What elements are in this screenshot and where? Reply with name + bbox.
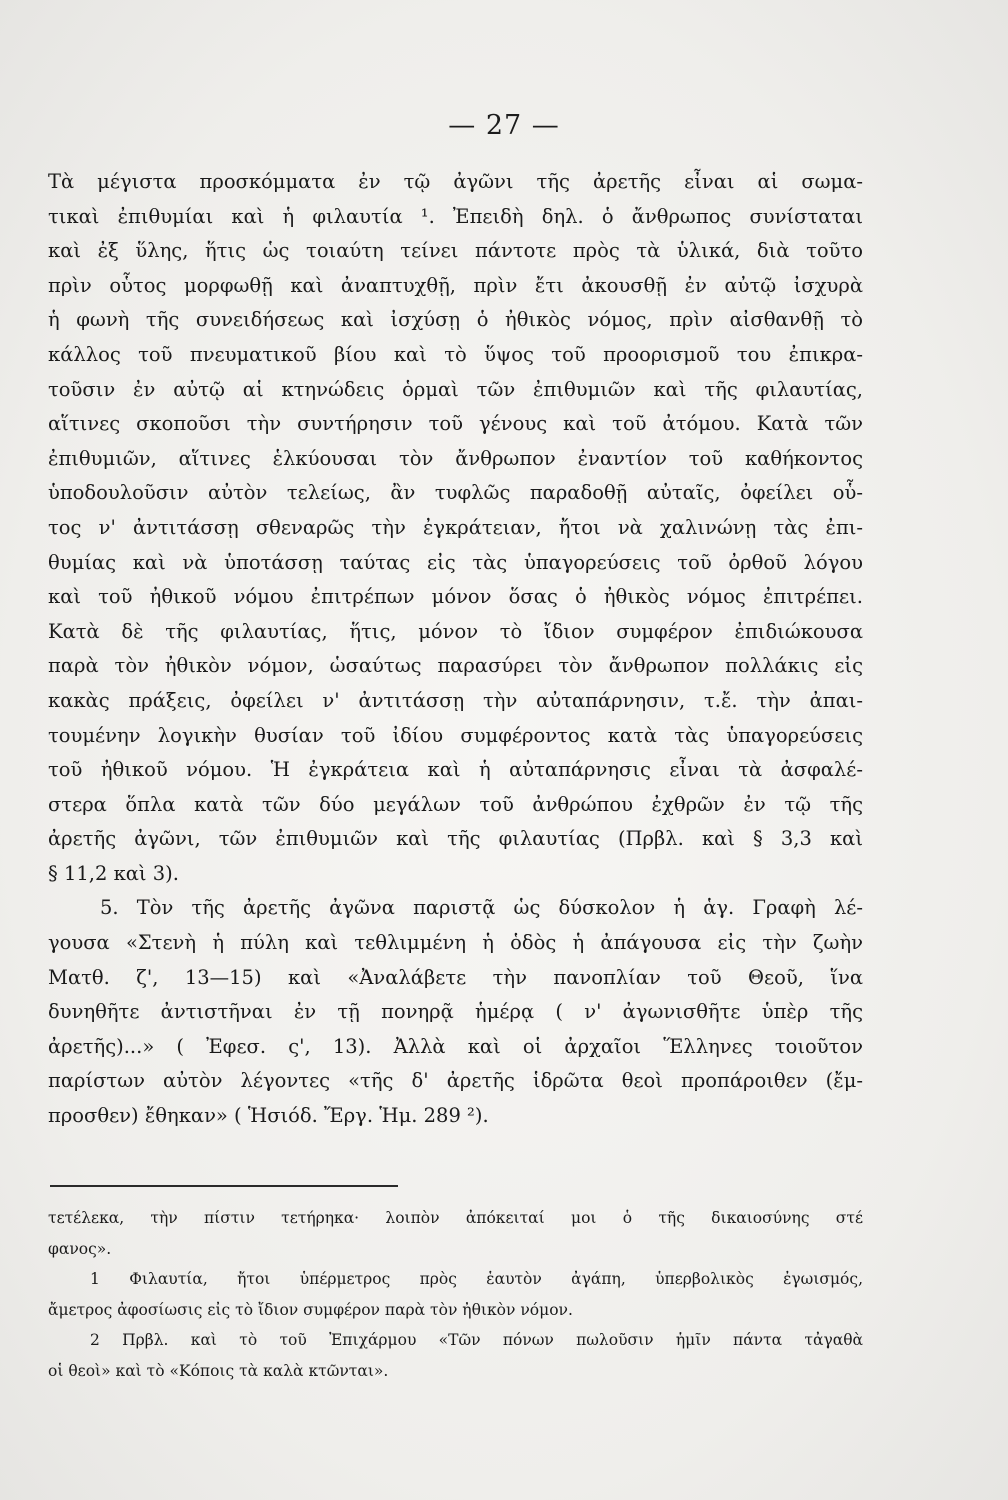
text-line: Τὰ μέγιστα προσκόμματα ἐν τῷ ἀγῶνι τῆς ἀρετῆς εἶναι αἱ σωμα- [48,170,863,193]
footnote-line: 1 Φιλαυτία, ἤτοι ὑπέρμετρος πρὸς ἑαυτὸν ἀγάπη, ὑπερβολικὸς ἐγωισμός, [90,1270,863,1288]
main-text-block [48,165,863,1134]
text-line: πρὶν οὗτος μορφωθῇ καὶ ἀναπτυχθῇ, πρὶν ἔτι ἀκουσθῇ ἐν αὐτῷ ἰσχυρὰ [48,273,863,297]
text-line: ἐπιθυμιῶν, αἵτινες ἑλκύουσαι τὸν ἄνθρωπον ἐναντίον τοῦ καθήκοντος [48,446,863,470]
footnotes-block [48,1203,863,1386]
text-line: καὶ ἐξ ὕλης, ἥτις ὡς τοιαύτη τείνει πάντοτε πρὸς τὰ ὑλικά, διὰ τοῦτο [48,239,863,263]
text-line: τικαὶ ἐπιθυμίαι καὶ ἡ φιλαυτία ¹. Ἐπειδὴ δηλ. ὁ ἄνθρωπος συνίσταται [48,204,863,228]
text-line: τοῦ ἠθικοῦ νόμου. Ἡ ἐγκράτεια καὶ ἡ αὐταπάρνησις εἶναι τὰ ἀσφαλέ- [48,758,863,782]
page-number: — 27 — [448,110,560,141]
text-line: καὶ τοῦ ἠθικοῦ νόμου ἐπιτρέπων μόνον ὅσας ὁ ἠθικὸς νόμος ἐπιτρέπει. [48,585,863,609]
text-line: παρίστων αὐτὸν λέγοντες «τῆς δ' ἀρετῆς ἱδρῶτα θεοὶ προπάροιθεν (ἔμ- [48,1069,863,1093]
text-line: θυμίας καὶ νὰ ὑποτάσσῃ ταύτας εἰς τὰς ὑπαγορεύσεις τοῦ ὀρθοῦ λόγου [48,550,863,574]
text-line: ἀρετῆς ἀγῶνι, τῶν ἐπιθυμιῶν καὶ τῆς φιλαυτίας (Πρβλ. καὶ § 3,3 καὶ [48,827,863,851]
footnote-line: τετέλεκα, τὴν πίστιν τετήρηκα· λοιπὸν ἀπόκειταί μοι ὁ τῆς δικαιοσύνης στέ [48,1209,863,1227]
text-line: ὑποδουλοῦσιν αὐτὸν τελείως, ἂν τυφλῶς παραδοθῇ αὐταῖς, ὀφείλει οὗ- [48,481,863,505]
text-line: ἀρετῆς)...» ( Ἐφεσ. ς', 13). Ἀλλὰ καὶ οἱ ἀρχαῖοι Ἕλληνες τοιοῦτον [48,1034,863,1058]
text-line: προσθεν) ἔθηκαν» ( Ἡσιόδ. Ἔργ. Ἡμ. 289 ²). [48,1104,489,1128]
text-line: κακὰς πράξεις, ὀφείλει ν' ἀντιτάσσῃ τὴν αὐταπάρνησιν, τ.ἔ. τὴν ἀπαι- [48,688,863,712]
text-line: δυνηθῆτε ἀντιστῆναι ἐν τῇ πονηρᾷ ἡμέρᾳ ( ν' ἀγωνισθῆτε ὑπὲρ τῆς [48,1000,863,1024]
text-line: τος ν' ἀντιτάσσῃ σθεναρῶς τὴν ἐγκράτειαν, ἤτοι νὰ χαλινώνῃ τὰς ἐπι- [48,515,863,539]
text-line: ἡ φωνὴ τῆς συνειδήσεως καὶ ἰσχύσῃ ὁ ἠθικὸς νόμος, πρὶν αἰσθανθῇ τὸ [48,308,863,332]
footnote-line: 2 Πρβλ. καὶ τὸ τοῦ Ἐπιχάρμου «Τῶν πόνων πωλοῦσιν ἡμῖν πάντα τἀγαθὰ [90,1331,863,1349]
text-line: γουσα «Στενὴ ἡ πύλη καὶ τεθλιμμένη ἡ ὁδὸς ἡ ἀπάγουσα εἰς τὴν ζωὴν [48,931,863,955]
text-line: Ματθ. ζ', 13—15) καὶ «Ἀναλάβετε τὴν πανοπλίαν τοῦ Θεοῦ, ἵνα [48,965,863,989]
text-line: κάλλος τοῦ πνευματικοῦ βίου καὶ τὸ ὕψος τοῦ προορισμοῦ του ἐπικρα- [48,342,863,366]
text-line: τοῦσιν ἐν αὐτῷ αἱ κτηνώδεις ὁρμαὶ τῶν ἐπιθυμιῶν καὶ τῆς φιλαυτίας, [48,377,863,401]
text-line: τουμένην λογικὴν θυσίαν τοῦ ἰδίου συμφέροντος κατὰ τὰς ὑπαγορεύσεις [48,723,863,747]
footnote-line: οἱ θεοὶ» καὶ τὸ «Κόποις τὰ καλὰ κτῶνται». [48,1361,389,1380]
text-line: § 11,2 καὶ 3). [48,861,179,885]
footnote-divider [50,1185,398,1187]
footnote-line: ἄμετρος ἀφοσίωσις εἰς τὸ ἴδιον συμφέρον παρὰ τὸν ἠθικὸν νόμον. [48,1300,573,1319]
footnote-line: φανος». [48,1239,112,1258]
text-line: στερα ὅπλα κατὰ τῶν δύο μεγάλων τοῦ ἀνθρώπου ἐχθρῶν ἐν τῷ τῆς [48,792,863,816]
text-line: παρὰ τὸν ἠθικὸν νόμον, ὡσαύτως παρασύρει τὸν ἄνθρωπον πολλάκις εἰς [48,654,863,678]
text-line: 5. Τὸν τῆς ἀρετῆς ἀγῶνα παριστᾷ ὡς δύσκολον ἡ ἁγ. Γραφὴ λέ- [100,896,863,920]
text-line: αἵτινες σκοποῦσι τὴν συντήρησιν τοῦ γένους καὶ τοῦ ἀτόμου. Κατὰ τῶν [48,412,863,436]
text-line: Κατὰ δὲ τῆς φιλαυτίας, ἥτις, μόνον τὸ ἴδιον συμφέρον ἐπιδιώκουσα [48,619,863,643]
